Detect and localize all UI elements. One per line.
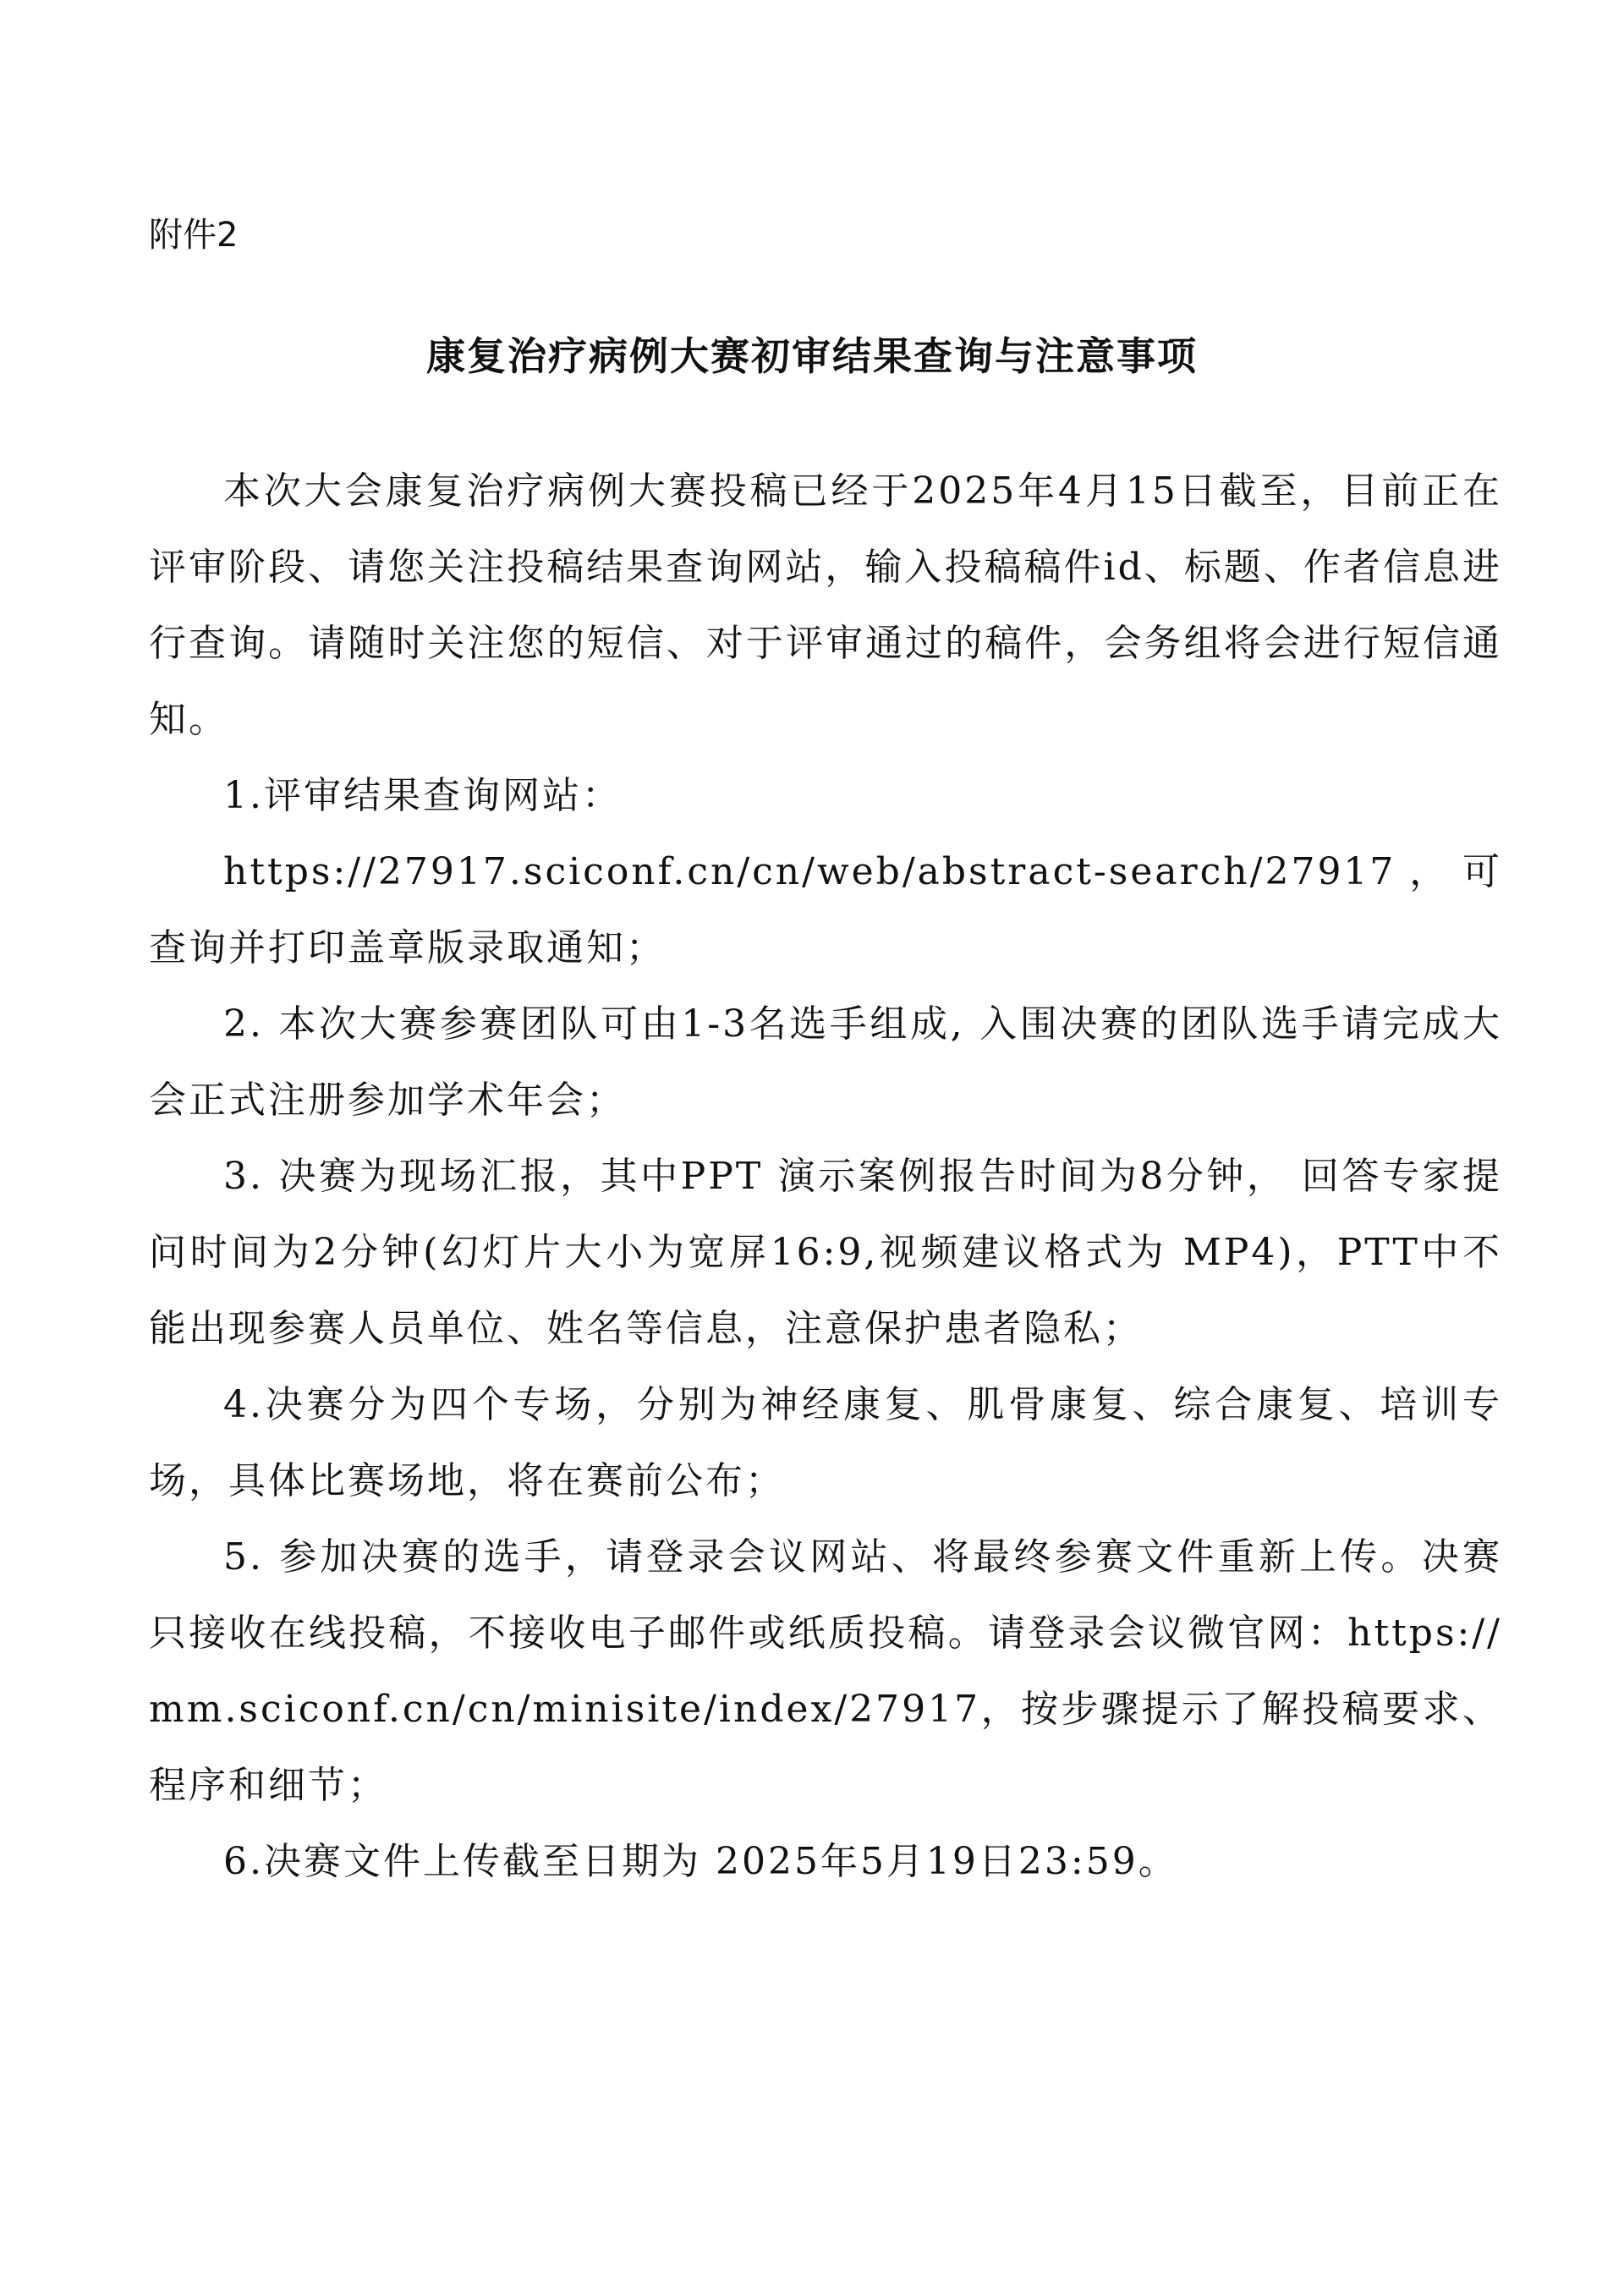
paragraph-item-4: 4.决赛分为四个专场，分别为神经康复、肌骨康复、综合康复、培训专场，具体比赛场地，将在赛前公布； [149, 1383, 1502, 1502]
document-title: 康复治疗病例大赛初审结果查询与注意事项 [426, 333, 1198, 379]
paragraph-item-2: 2. 本次大赛参赛团队可由1-3名选手组成, 入围决赛的团队选手请完成大会正式注册参加学术年会； [149, 1002, 1502, 1122]
document-body [149, 453, 1502, 1900]
attachment-label: 附件2 [149, 216, 239, 255]
paragraph-item-3: 3. 决赛为现场汇报，其中PPT 演示案例报告时间为8分钟， 回答专家提问时间为2分钟(幻灯片大小为宽屏16:9,视频建议格式为 MP4)，PTT中不能出现参赛人员单位、姓名等信息，注意保护患者隐私； [149, 1155, 1502, 1350]
paragraph-item-1-heading: 1.评审结果查询网站： [223, 774, 622, 817]
paragraph-intro: 本次大会康复治疗病例大赛投稿已经于2025年4月15日截至，目前正在评审阶段、请您关注投稿结果查询网站，输入投稿稿件id、标题、作者信息进行查询。请随时关注您的短信、对于评审通过的稿件，会务组将会进行短信通知。 [149, 470, 1502, 741]
paragraph-item-1-url: https://27917.sciconf.cn/cn/web/abstract-search/27917，可查询并打印盖章版录取通知； [149, 850, 1502, 969]
paragraph-item-5: 5. 参加决赛的选手，请登录会议网站、将最终参赛文件重新上传。决赛只接收在线投稿，不接收电子邮件或纸质投稿。请登录会议微官网：https://mm.sciconf.cn/cn/minisite/index/27917，按步骤提示了解投稿要求、程序和细节； [149, 1535, 1502, 1807]
paragraph-item-6: 6.决赛文件上传截至日期为 2025年5月19日23:59。 [223, 1840, 1178, 1883]
